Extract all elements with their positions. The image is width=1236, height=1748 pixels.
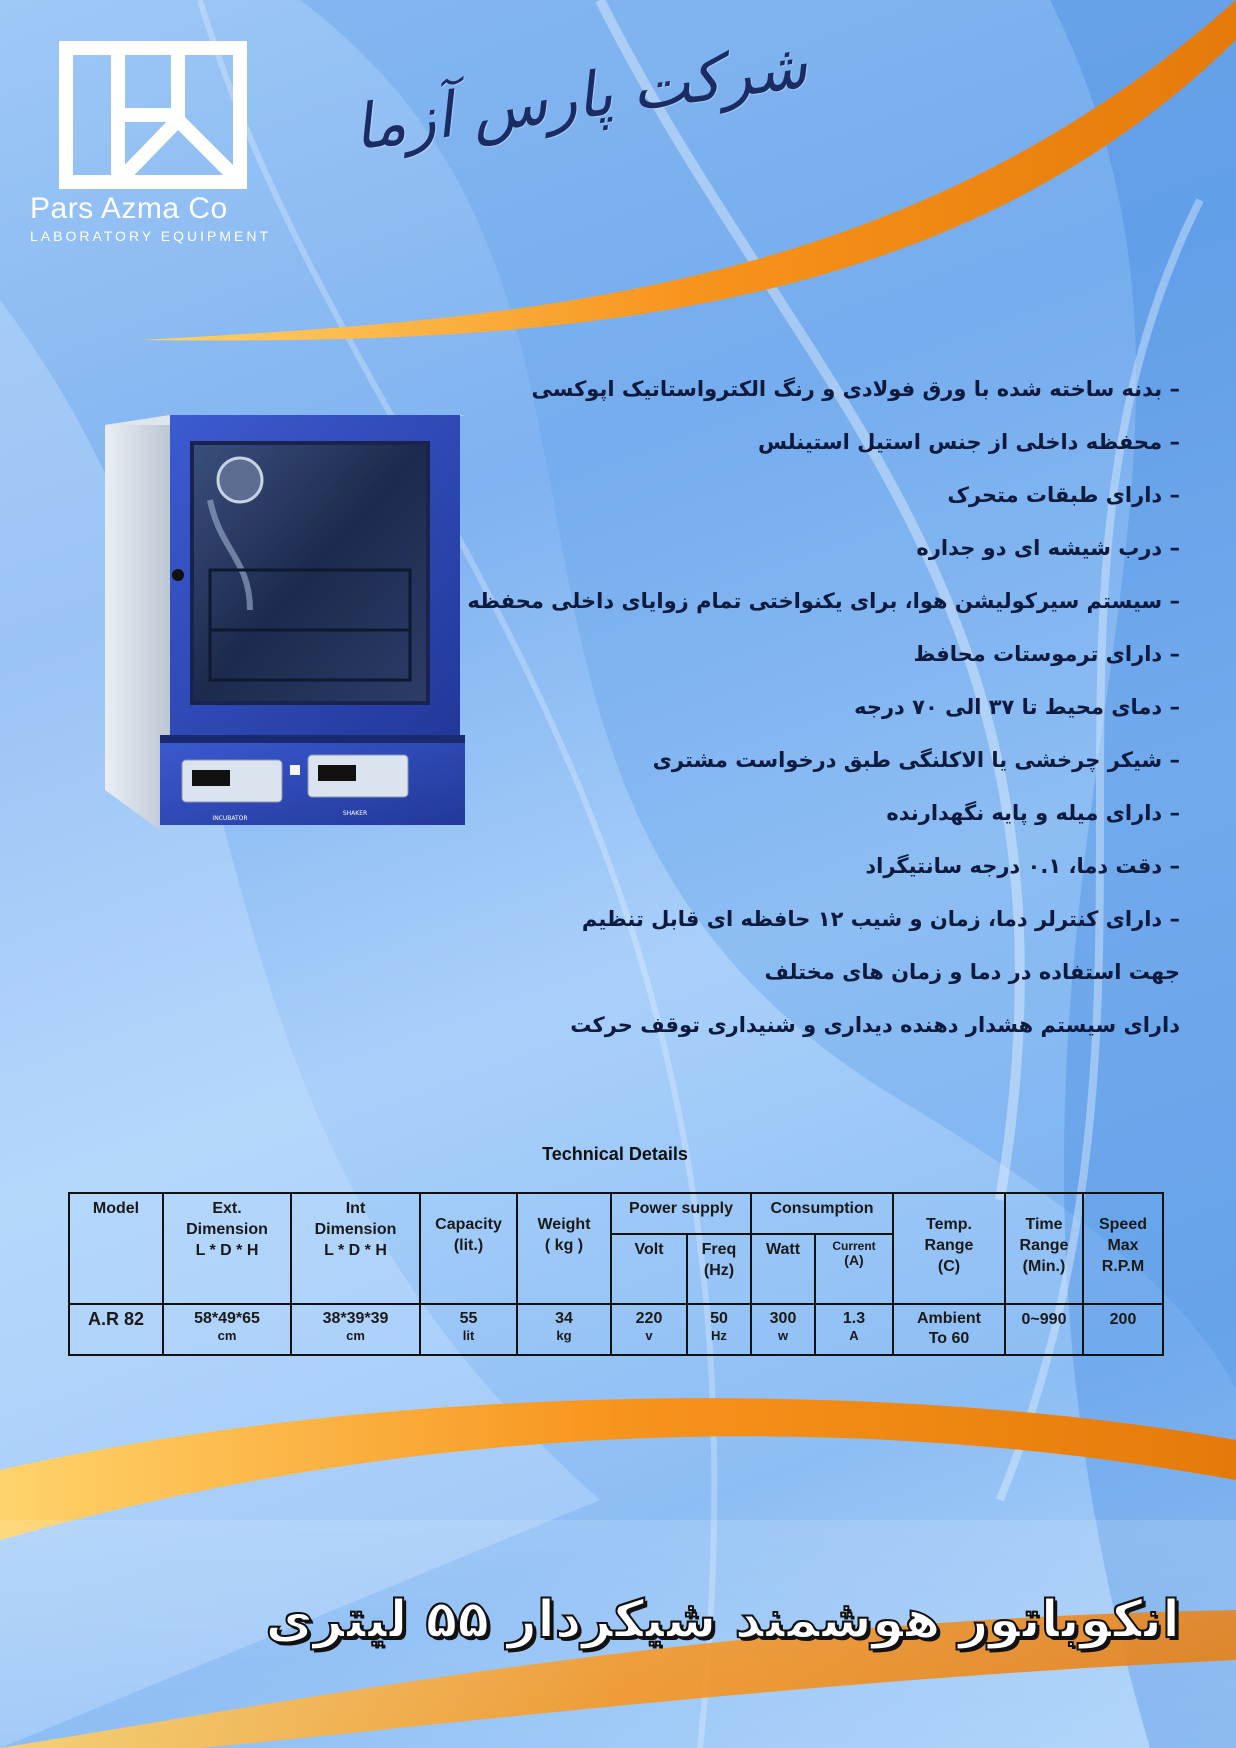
cell-watt: 300 w <box>751 1304 815 1355</box>
feature-item: – سیستم سیرکولیشن هوا، برای یکنواختی تمام زوایای داخلی محفظه <box>467 589 1180 613</box>
product-title: انکوباتور هوشمند شیکردار ۵۵ لیتری <box>265 1590 1180 1650</box>
cell-temp-range: Ambient To 60 <box>893 1304 1005 1355</box>
header-consumption: Consumption <box>751 1193 893 1234</box>
feature-item: – شیکر چرخشی یا الاکلنگی طبق درخواست مشتری <box>652 748 1180 772</box>
tech-details-table <box>68 1192 1164 1356</box>
features-list <box>467 372 1180 1061</box>
cell-model: A.R 82 <box>69 1304 163 1355</box>
header-freq: Freq (Hz) <box>687 1234 751 1305</box>
header-volt: Volt <box>611 1234 687 1305</box>
feature-item: – محفظه داخلی از جنس استیل استینلس <box>758 430 1180 454</box>
cell-weight: 34 kg <box>517 1304 611 1355</box>
feature-item: – درب شیشه ای دو جداره <box>916 536 1180 560</box>
company-logo <box>30 40 280 244</box>
company-title: شرکت پارس آزما <box>348 28 812 165</box>
cell-ext-dimension: 58*49*65 cm <box>163 1304 291 1355</box>
feature-item: – دارای میله و پایه نگهدارنده <box>886 801 1180 825</box>
header-int-dimension: Int Dimension L * D * H <box>291 1193 420 1304</box>
header-speed: Speed Max R.P.M <box>1083 1193 1163 1304</box>
feature-item: – دارای کنترلر دما، زمان و شیب ۱۲ حافظه ای قابل تنظیم <box>581 907 1180 931</box>
feature-item: دارای سیستم هشدار دهنده دیداری و شنیداری توقف حرکت <box>570 1013 1180 1037</box>
brand-subtitle: LABORATORY EQUIPMENT <box>30 228 272 244</box>
shaker-panel-label: SHAKER <box>342 810 368 817</box>
cell-speed: 200 <box>1083 1304 1163 1355</box>
header-weight: Weight ( kg ) <box>517 1193 611 1304</box>
tech-details-title: Technical Details <box>542 1144 688 1164</box>
cell-current: 1.3 A <box>815 1304 893 1355</box>
header-time-range: Time Range (Min.) <box>1005 1193 1083 1304</box>
cell-volt: 220 v <box>611 1304 687 1355</box>
feature-item: – دمای محیط تا ۳۷ الی ۷۰ درجه <box>854 695 1180 719</box>
cell-time-range: 0~990 <box>1005 1304 1083 1355</box>
incubator-image <box>100 410 480 830</box>
header-watt: Watt <box>751 1234 815 1305</box>
table-row <box>69 1304 1163 1355</box>
cell-freq: 50 Hz <box>687 1304 751 1355</box>
feature-item: – دقت دما، ۰.۱ درجه سانتیگراد <box>865 854 1180 878</box>
header-temp-range: Temp. Range (C) <box>893 1193 1005 1304</box>
header-current: Current (A) <box>815 1234 893 1305</box>
feature-item: جهت استفاده در دما و زمان های مختلف <box>764 960 1180 984</box>
cell-int-dimension: 38*39*39 cm <box>291 1304 420 1355</box>
header-ext-dimension: Ext. Dimension L * D * H <box>163 1193 291 1304</box>
feature-item: – دارای ترموستات محافظ <box>913 642 1180 666</box>
header-model: Model <box>69 1193 163 1304</box>
pars-azma-logo-icon <box>58 40 248 190</box>
brand-name: Pars Azma Co <box>30 192 228 225</box>
header-capacity: Capacity (lit.) <box>420 1193 517 1304</box>
incubator-panel-label: INCUBATOR <box>212 815 248 822</box>
cell-capacity: 55 lit <box>420 1304 517 1355</box>
feature-item: – بدنه ساخته شده با ورق فولادی و رنگ الکترواستاتیک اپوکسی <box>531 377 1180 401</box>
header-power-supply: Power supply <box>611 1193 751 1234</box>
feature-item: – دارای طبقات متحرک <box>947 483 1180 507</box>
